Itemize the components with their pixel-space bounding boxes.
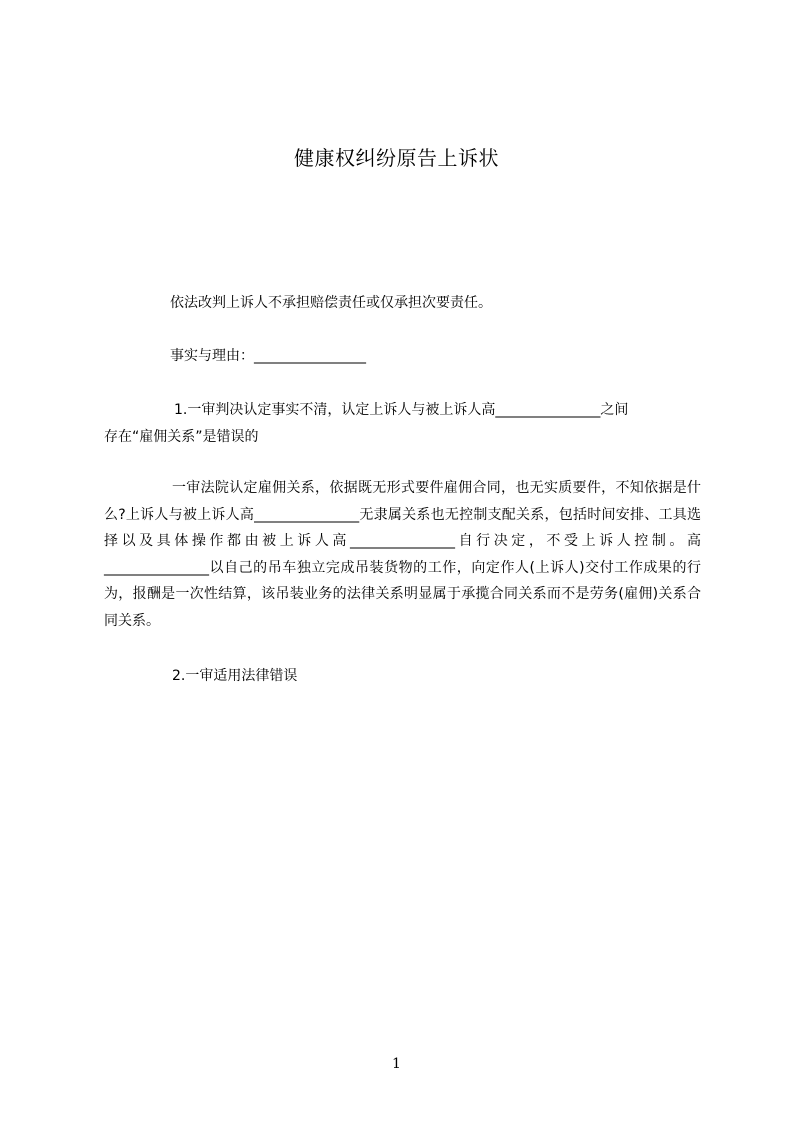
point1-line2: 存在“雇佣关系”是错误的 — [104, 429, 259, 445]
point2-heading: 2.一审适用法律错误 — [172, 668, 298, 684]
facts-heading: 事实与理由：________________ — [170, 348, 366, 364]
document-title: 健康权纠纷原告上诉状 — [294, 146, 499, 170]
body-paragraph: 一审法院认定雇佣关系，依据既无形式要件雇佣合同，也无实质要件，不知依据是什么?上诉人与被上诉人高_______________无隶属关系也无控制支配关系，包括时间安排、工具选择以及具体操作都由被上诉人高_______________自行决定，不受上诉人控制。高_______________以自己的吊车独立完成吊装货物的工作，向定作人(上诉人)交付工作成果的行为，报酬是一次性结算，该吊装业务的法律关系明显属于承揽合同关系而不是劳务(雇佣)关系合同关系。 — [104, 480, 701, 629]
page-number: 1 — [392, 1056, 401, 1072]
point1-line1: 1.一审判决认定事实不清，认定上诉人与被上诉人高_______________之间 — [174, 402, 629, 418]
request-line: 依法改判上诉人不承担赔偿责任或仅承担次要责任。 — [170, 295, 492, 311]
